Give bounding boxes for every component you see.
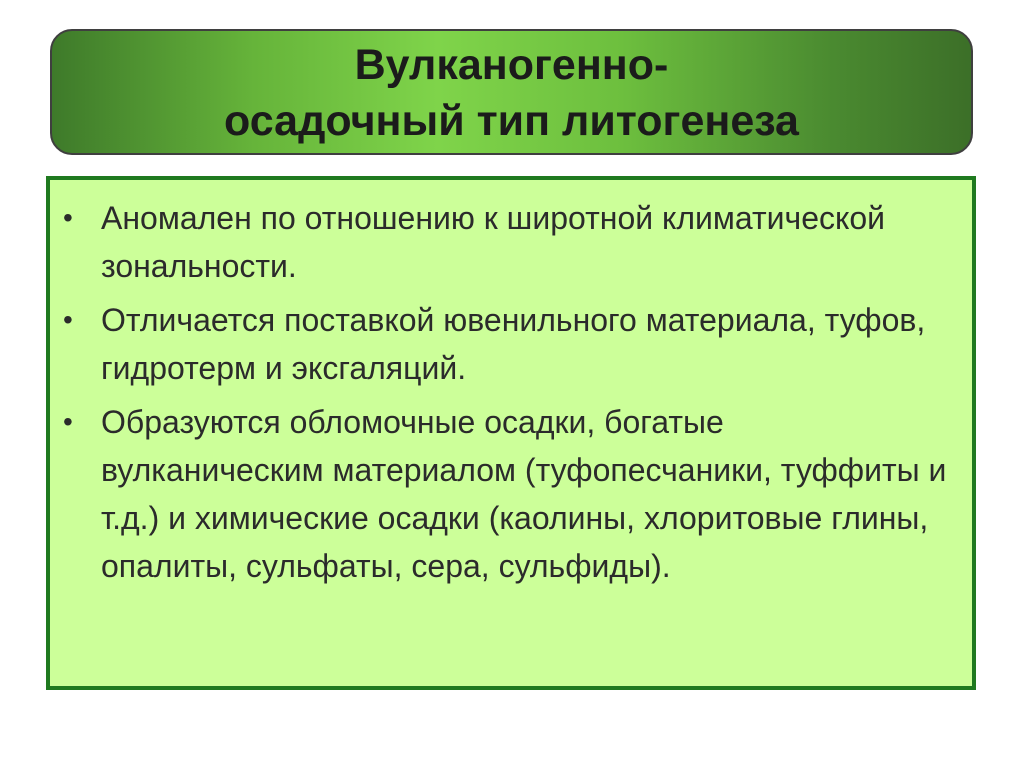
bullet-text: Образуются обломочные осадки, богатые вулканическим материалом (туфопесчаники, туффиты и т.д.) и химические осадки (каолины, хлоритовые глины, опалиты, сульфаты, сера, сульфиды).: [101, 404, 947, 584]
bullet-icon: •: [63, 304, 73, 335]
bullet-item: [63, 398, 952, 590]
bullet-list: [50, 180, 972, 590]
content-box: [46, 176, 976, 690]
slide-title: Вулканогенно- осадочный тип литогенеза: [224, 41, 799, 145]
bullet-item: [63, 194, 952, 290]
title-banner: [50, 29, 973, 155]
bullet-icon: •: [63, 406, 73, 437]
bullet-text: Отличается поставкой ювенильного материала, туфов, гидротерм и эксгаляций.: [101, 302, 926, 386]
bullet-text: Аномален по отношению к широтной климатической зональности.: [101, 200, 886, 284]
bullet-icon: •: [63, 202, 73, 233]
bullet-item: [63, 296, 952, 392]
